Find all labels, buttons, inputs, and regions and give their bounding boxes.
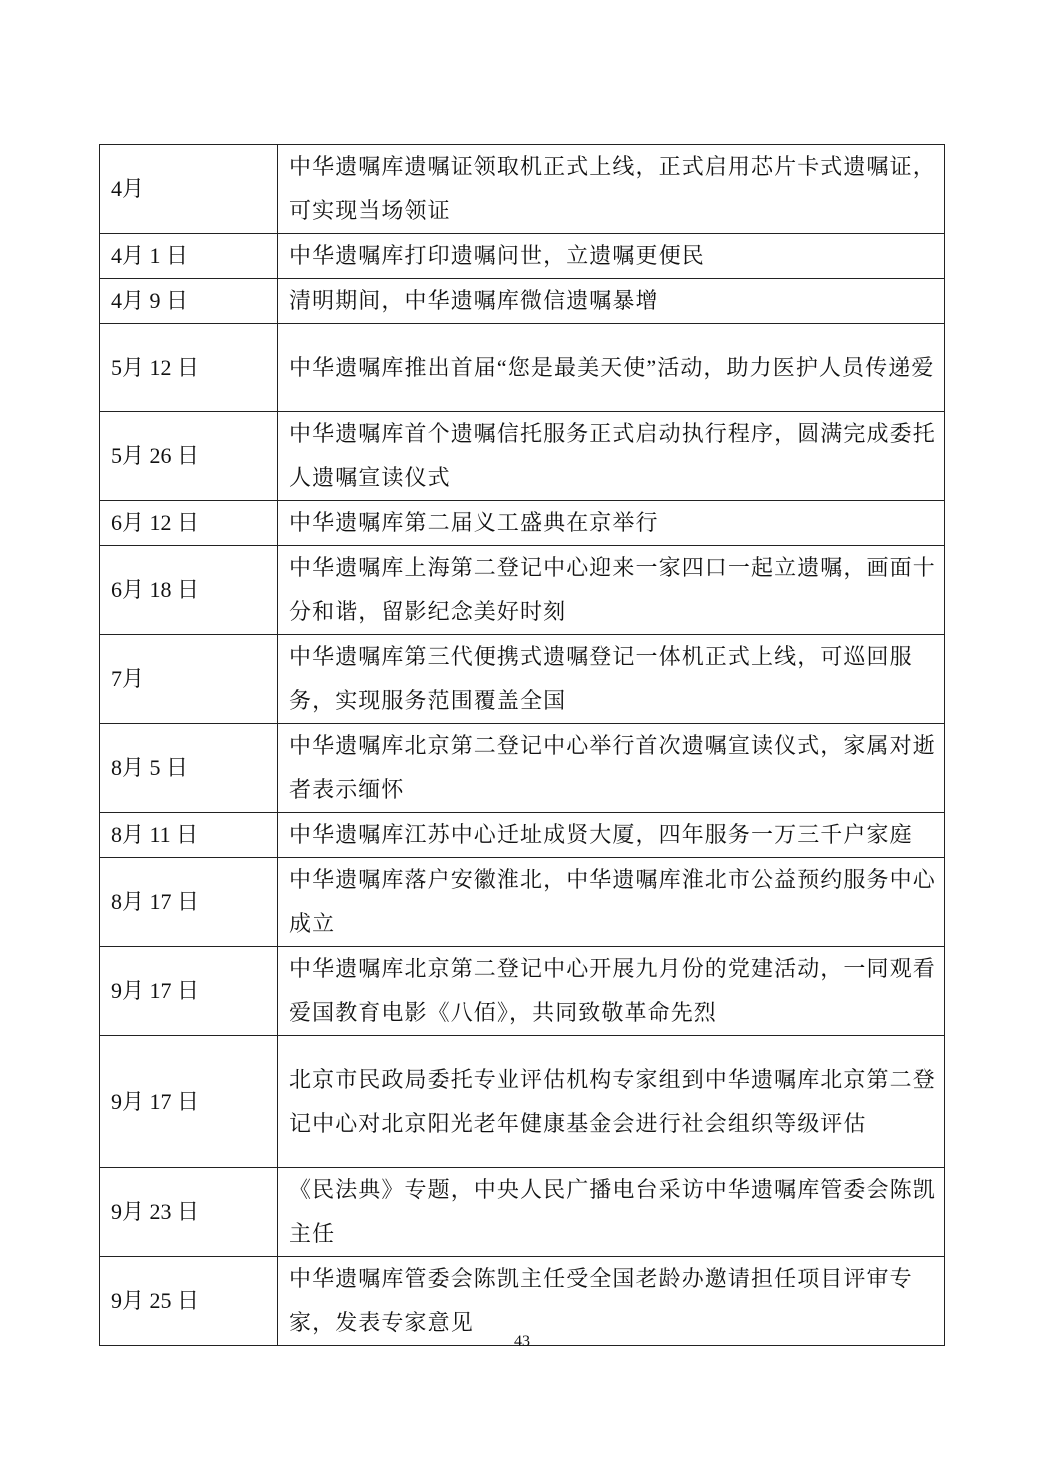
event-cell: 中华遗嘱库第三代便携式遗嘱登记一体机正式上线，可巡回服务，实现服务范围覆盖全国	[278, 635, 945, 724]
table-row	[100, 724, 945, 813]
event-cell: 北京市民政局委托专业评估机构专家组到中华遗嘱库北京第二登记中心对北京阳光老年健康基金会进行社会组织等级评估	[278, 1036, 945, 1168]
table-row	[100, 501, 945, 546]
event-cell: 中华遗嘱库管委会陈凯主任受全国老龄办邀请担任项目评审专家，发表专家意见	[278, 1257, 945, 1346]
table-row	[100, 813, 945, 858]
date-cell: 6月 12 日	[100, 501, 278, 546]
date-cell: 8月 11 日	[100, 813, 278, 858]
event-cell: 中华遗嘱库上海第二登记中心迎来一家四口一起立遗嘱，画面十分和谐，留影纪念美好时刻	[278, 546, 945, 635]
event-cell: 中华遗嘱库第二届义工盛典在京举行	[278, 501, 945, 546]
date-cell: 4月	[100, 145, 278, 234]
event-cell: 中华遗嘱库江苏中心迁址成贤大厦，四年服务一万三千户家庭	[278, 813, 945, 858]
table-row	[100, 635, 945, 724]
table-row	[100, 234, 945, 279]
event-cell: 中华遗嘱库落户安徽淮北，中华遗嘱库淮北市公益预约服务中心成立	[278, 858, 945, 947]
event-cell: 中华遗嘱库推出首届“您是最美天使”活动，助力医护人员传递爱	[278, 324, 945, 412]
event-cell: 《民法典》专题，中央人民广播电台采访中华遗嘱库管委会陈凯主任	[278, 1168, 945, 1257]
date-cell: 4月 1 日	[100, 234, 278, 279]
date-cell: 9月 23 日	[100, 1168, 278, 1257]
date-cell: 6月 18 日	[100, 546, 278, 635]
date-cell: 4月 9 日	[100, 279, 278, 324]
date-cell: 9月 17 日	[100, 947, 278, 1036]
table-row	[100, 324, 945, 412]
date-cell: 7月	[100, 635, 278, 724]
event-cell: 中华遗嘱库北京第二登记中心举行首次遗嘱宣读仪式，家属对逝者表示缅怀	[278, 724, 945, 813]
event-cell: 中华遗嘱库遗嘱证领取机正式上线，正式启用芯片卡式遗嘱证，可实现当场领证	[278, 145, 945, 234]
table-row	[100, 858, 945, 947]
page-number: 43	[514, 1333, 530, 1350]
table-row	[100, 1168, 945, 1257]
date-cell: 9月 25 日	[100, 1257, 278, 1346]
event-cell: 中华遗嘱库打印遗嘱问世，立遗嘱更便民	[278, 234, 945, 279]
date-cell: 5月 26 日	[100, 412, 278, 501]
table-row	[100, 145, 945, 234]
date-cell: 9月 17 日	[100, 1036, 278, 1168]
events-table	[99, 144, 945, 1346]
table-row	[100, 947, 945, 1036]
table-row	[100, 546, 945, 635]
event-cell: 中华遗嘱库北京第二登记中心开展九月份的党建活动，一同观看爱国教育电影《八佰》，共同致敬革命先烈	[278, 947, 945, 1036]
table-row	[100, 279, 945, 324]
date-cell: 5月 12 日	[100, 324, 278, 412]
event-cell: 中华遗嘱库首个遗嘱信托服务正式启动执行程序，圆满完成委托人遗嘱宣读仪式	[278, 412, 945, 501]
table-row	[100, 1036, 945, 1168]
date-cell: 8月 5 日	[100, 724, 278, 813]
event-cell: 清明期间，中华遗嘱库微信遗嘱暴增	[278, 279, 945, 324]
table-row	[100, 412, 945, 501]
date-cell: 8月 17 日	[100, 858, 278, 947]
